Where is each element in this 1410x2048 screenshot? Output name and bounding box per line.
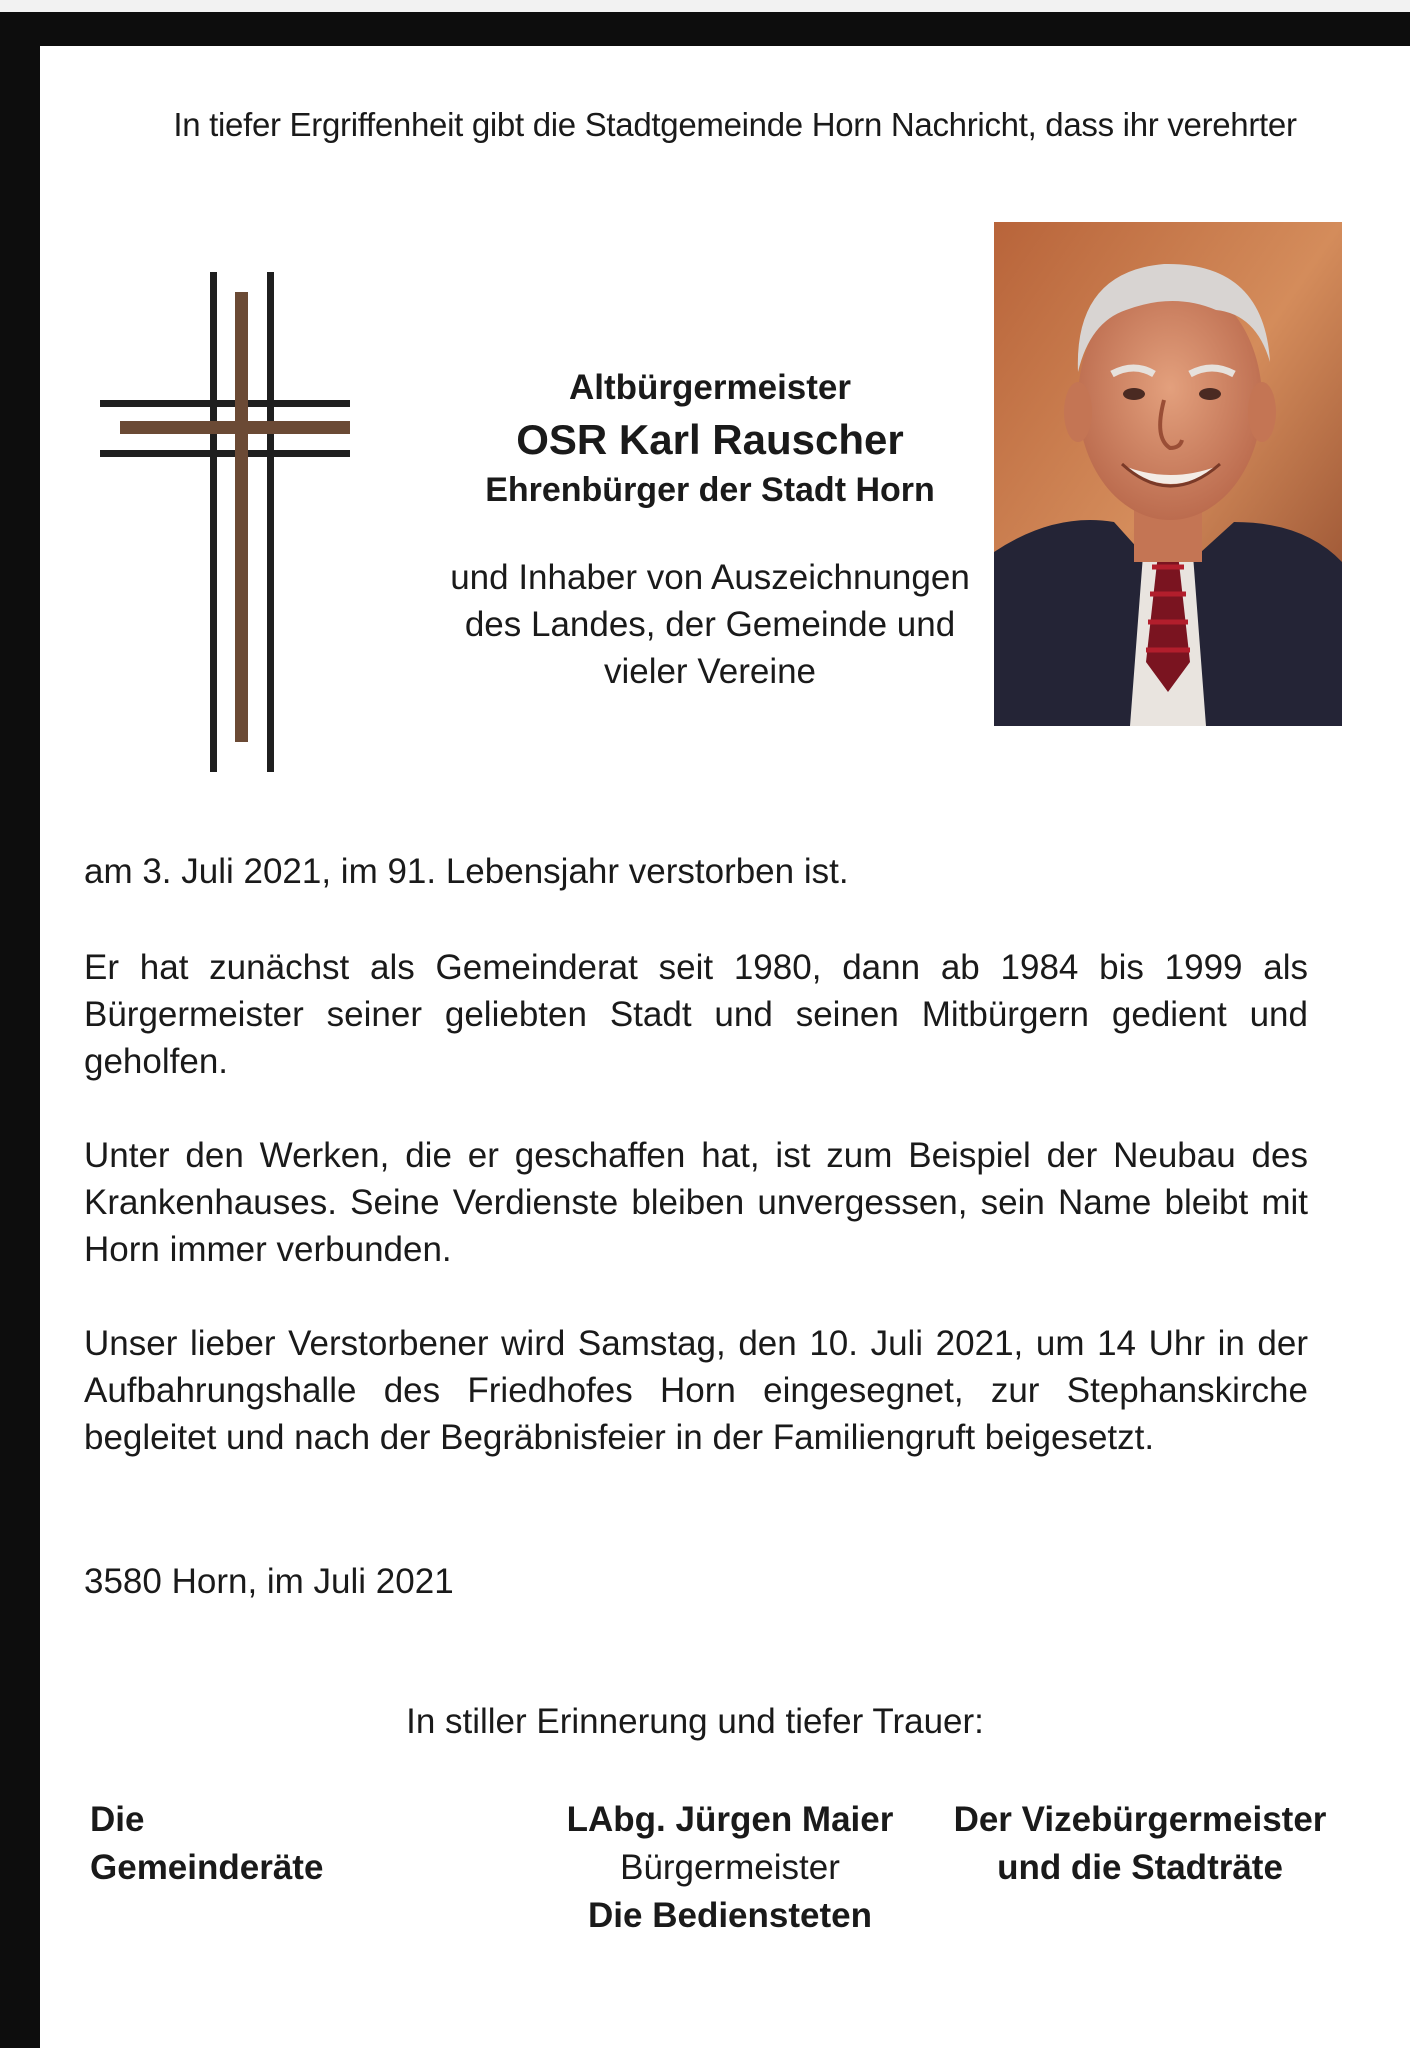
signature-vice-mayor xyxy=(930,1796,1350,1892)
deceased-name: OSR Karl Rauscher xyxy=(516,416,904,463)
vice-mayor-line: Der Vizebürgermeister xyxy=(953,1800,1327,1839)
deceased-block xyxy=(380,362,1040,695)
mayor-name: LAbg. Jürgen Maier xyxy=(566,1800,894,1839)
deceased-title: Altbürgermeister xyxy=(568,368,852,407)
awards-line: des Landes, der Gemeinde und xyxy=(464,605,956,644)
death-line: am 3. Juli 2021, im 91. Lebensjahr verstorben ist. xyxy=(84,852,849,891)
signature-council: Die Gemeinderäte xyxy=(90,1800,324,1887)
intro-text: In tiefer Ergriffenheit gibt die Stadtgemeinde Horn Nachricht, dass ihr verehrter xyxy=(173,106,1297,143)
place-date: 3580 Horn, im Juli 2021 xyxy=(84,1562,454,1601)
paragraph-career: Er hat zunächst als Gemeinderat seit 1980, dann ab 1984 bis 1999 als Bürgermeister seiner geliebten Stadt und seinen Mitbürgern gedient und geholfen. xyxy=(84,948,1308,1081)
city-councillors-line: und die Stadträte xyxy=(997,1848,1283,1887)
awards-text xyxy=(380,554,1040,695)
memorial-cross-icon xyxy=(60,222,350,782)
portrait-photo xyxy=(994,222,1342,726)
awards-line: und Inhaber von Auszeichnungen xyxy=(450,558,970,597)
mayor-role: Bürgermeister xyxy=(620,1848,840,1887)
mourning-line: In stiller Erinnerung und tiefer Trauer: xyxy=(406,1702,984,1741)
signature-mayor xyxy=(530,1796,930,1940)
staff-line: Die Bediensteten xyxy=(588,1896,872,1935)
deceased-honor: Ehrenbürger der Stadt Horn xyxy=(485,471,935,509)
awards-line: vieler Vereine xyxy=(603,652,817,691)
paragraph-works: Unter den Werken, die er geschaffen hat, ist zum Beispiel der Neubau des Krankenhauses. Seine Verdienste bleiben unvergessen, sein Name bleibt mit Horn immer verbunden. xyxy=(84,1136,1308,1269)
paragraph-funeral: Unser lieber Verstorbener wird Samstag, den 10. Juli 2021, um 14 Uhr in der Aufbahrungshalle des Friedhofes Horn eingesegnet, zur Stephanskirche begleitet und nach der Begräbnisfeier in der Familiengruft beigesetzt. xyxy=(84,1324,1308,1457)
